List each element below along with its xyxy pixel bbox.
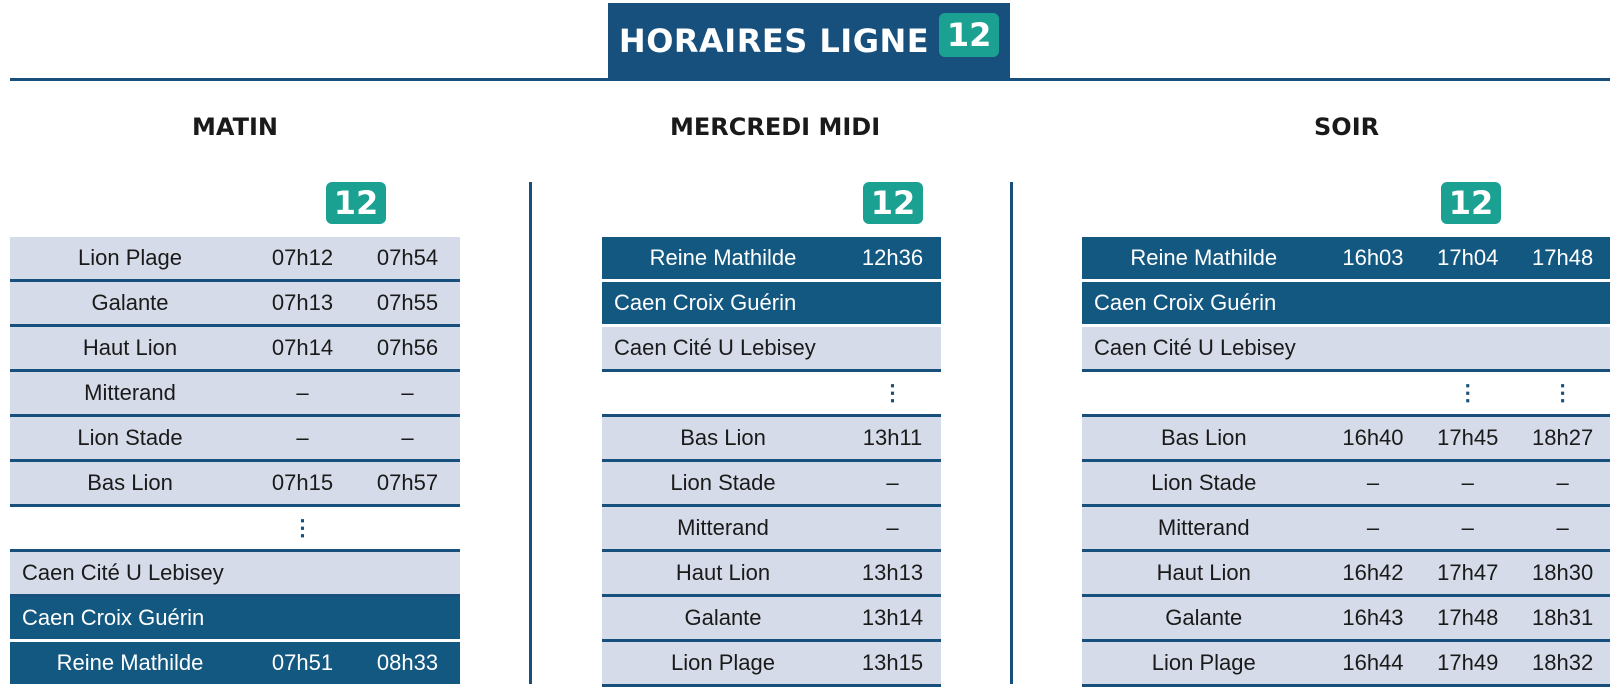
table-row [1082,282,1610,327]
departure-time: 13h13 [861,560,924,585]
departure-time: – [886,515,899,540]
table-row [602,282,941,327]
departure-time: – [296,380,309,405]
stop-name: Lion Stade [670,470,776,495]
departure-time: 07h57 [376,470,439,495]
departure-time: – [1556,470,1569,495]
line-badge: 12 [939,13,999,57]
departure-time: 17h45 [1437,425,1499,450]
table-row [602,372,941,417]
table-row [1082,372,1610,417]
departure-time: 12h36 [861,245,924,270]
stop-name: Haut Lion [1156,560,1251,585]
departure-time: 07h51 [271,650,334,675]
table-row [602,237,941,282]
table-row [1082,237,1610,282]
table-row [602,417,941,462]
table-row [1082,507,1610,552]
departure-time: 07h14 [271,335,334,360]
table-row [10,327,460,372]
table-row [1082,462,1610,507]
section-title-midi: MERCREDI MIDI [670,113,881,141]
departure-time: 13h11 [862,425,923,450]
departure-time: 17h48 [1532,245,1594,270]
stop-name: Bas Lion [87,470,173,495]
stop-name: Reine Mathilde [1130,245,1278,270]
timetable-soir [1082,237,1610,687]
departure-time: 07h13 [271,290,334,315]
departure-time: 07h15 [271,470,334,495]
stop-name: Caen Cité U Lebisey [1094,335,1296,360]
line-badge-midi: 12 [863,182,923,224]
stop-name: Mitterand [1157,515,1250,540]
departure-time: 16h03 [1342,245,1404,270]
stop-name: Haut Lion [675,560,771,585]
stop-name: Bas Lion [1160,425,1247,450]
stop-name: Caen Cité U Lebisey [22,560,224,585]
table-row [602,462,941,507]
table-row [10,372,460,417]
departure-time: 16h40 [1342,425,1404,450]
departure-time: 07h55 [376,290,439,315]
stop-name: Galante [91,290,169,315]
departure-time: – [401,425,414,450]
table-row [10,237,460,282]
stop-name: Reine Mathilde [649,245,797,270]
stop-name: Mitterand [677,515,769,540]
table-row [10,417,460,462]
table-row [10,552,460,597]
stop-name: Caen Croix Guérin [22,605,205,630]
ellipsis-icon: ⋮ [1551,380,1574,406]
stop-name: Lion Plage [78,245,182,270]
departure-time: 17h04 [1437,245,1499,270]
departure-time: 16h42 [1342,560,1404,585]
departure-time: 16h43 [1342,605,1404,630]
table-row [602,327,941,372]
table-row [10,597,460,642]
column-divider [529,182,532,684]
departure-time: – [1461,470,1474,495]
table-row [1082,552,1610,597]
table-row [1082,417,1610,462]
stop-name: Galante [1165,605,1243,630]
table-row [1082,327,1610,372]
stop-name: Galante [684,605,762,630]
table-row [602,552,941,597]
departure-time: – [886,470,899,495]
departure-time: 18h32 [1532,650,1594,675]
table-row [602,642,941,687]
departure-time: 17h49 [1437,650,1499,675]
departure-time: 07h12 [271,245,334,270]
stop-name: Lion Plage [671,650,775,675]
table-row [10,507,460,552]
departure-time: 17h48 [1437,605,1499,630]
column-divider [1010,182,1013,684]
page-title: HORAIRES LIGNE [618,22,930,60]
stop-name: Reine Mathilde [56,650,204,675]
timetable-midi [602,237,941,687]
departure-time: 07h56 [376,335,439,360]
ellipsis-icon: ⋮ [1456,380,1479,406]
table-row [10,642,460,687]
header-divider [10,78,1610,81]
stop-name: Caen Cité U Lebisey [614,335,816,360]
stop-name: Lion Stade [77,425,183,450]
departure-time: 13h15 [861,650,924,675]
table-row [602,507,941,552]
departure-time: 17h47 [1437,560,1499,585]
table-row [1082,597,1610,642]
stop-name: Lion Plage [1151,650,1256,675]
table-row [10,462,460,507]
line-badge-matin: 12 [326,182,386,224]
departure-time: 18h30 [1532,560,1594,585]
departure-time: 08h33 [376,650,439,675]
table-row [10,282,460,327]
departure-time: 07h54 [376,245,439,270]
departure-time: – [1366,515,1380,540]
stop-name: Caen Croix Guérin [1094,290,1277,315]
table-row [602,597,941,642]
section-title-matin: MATIN [192,113,278,141]
ellipsis-icon: ⋮ [291,515,314,541]
line-badge-soir: 12 [1441,182,1501,224]
timetable-matin [10,237,460,687]
stop-name: Lion Stade [1151,470,1257,495]
departure-time: 18h31 [1532,605,1594,630]
stop-name: Mitterand [84,380,176,405]
departure-time: – [401,380,414,405]
departure-time: 13h14 [861,605,924,630]
departure-time: – [296,425,309,450]
stop-name: Haut Lion [82,335,178,360]
ellipsis-icon: ⋮ [881,380,904,406]
stop-name: Bas Lion [680,425,766,450]
page-header [608,3,1010,79]
departure-time: – [1556,515,1569,540]
section-title-soir: SOIR [1314,113,1380,141]
departure-time: – [1461,515,1474,540]
table-row [1082,642,1610,687]
departure-time: 16h44 [1342,650,1404,675]
departure-time: – [1366,470,1380,495]
stop-name: Caen Croix Guérin [614,290,797,315]
departure-time: 18h27 [1532,425,1594,450]
